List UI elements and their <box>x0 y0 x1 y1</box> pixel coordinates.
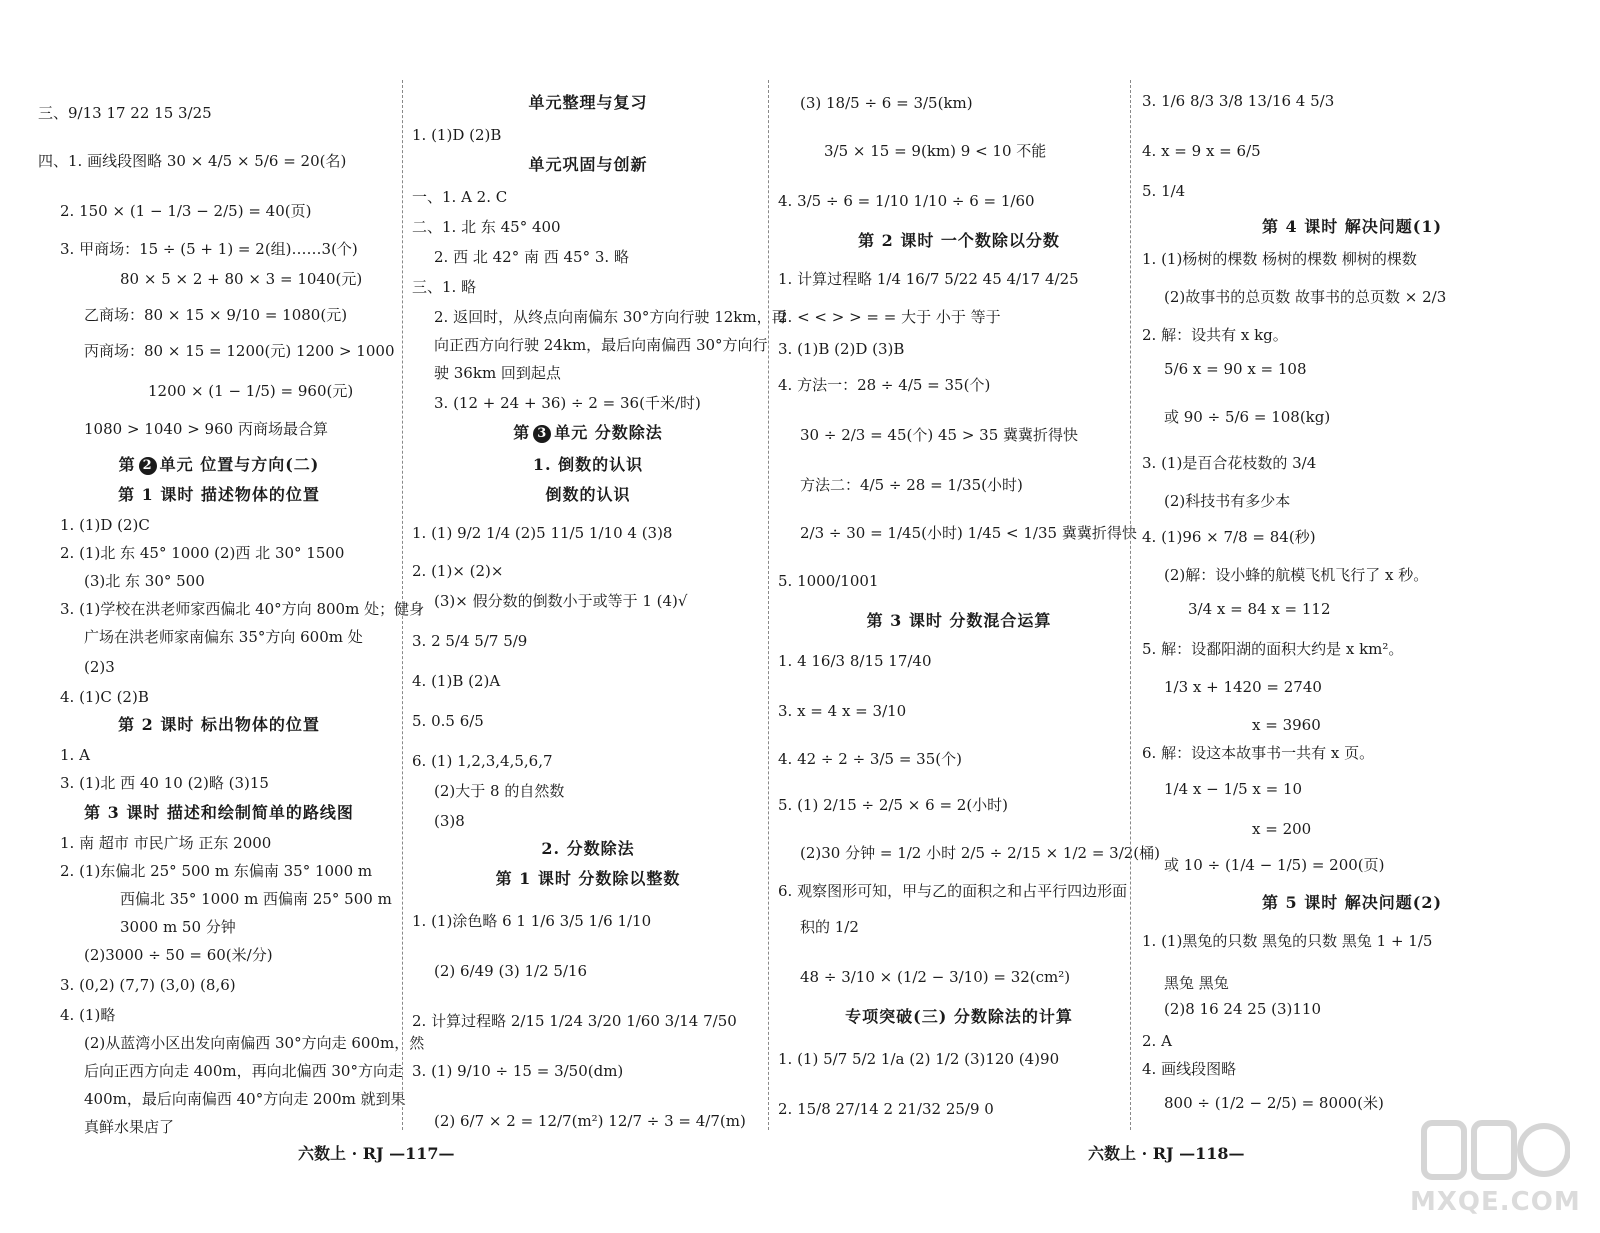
section-heading: 第 2 课时 一个数除以分数 <box>858 231 1060 250</box>
answer-line: (2)从蓝湾小区出发向南偏西 30°方向走 600m，然 <box>84 1034 425 1052</box>
answer-line: 或 10 ÷ (1/4 − 1/5) = 200(页) <box>1164 856 1385 874</box>
answer-line: 西偏北 35° 1000 m 西偏南 25° 500 m <box>120 890 392 908</box>
answer-line: 1. (1)D (2)B <box>412 126 502 144</box>
answer-line: 4. 方法一：28 ÷ 4/5 = 35(个) <box>778 376 991 394</box>
answer-line: 1. (1)涂色略 6 1 1/6 3/5 1/6 1/10 <box>412 912 652 930</box>
answer-line: 2. 计算过程略 2/15 1/24 3/20 1/60 3/14 7/50 <box>412 1012 737 1030</box>
answer-line: 3. (1) 9/10 ÷ 15 = 3/50(dm) <box>412 1062 624 1080</box>
answer-line: 乙商场：80 × 15 × 9/10 = 1080(元) <box>84 306 348 324</box>
answer-line: (3) 18/5 ÷ 6 = 3/5(km) <box>800 94 973 112</box>
answer-line: 6. (1) 1,2,3,4,5,6,7 <box>412 752 553 770</box>
answer-line: 400m，最后向南偏西 40°方向走 200m 就到果 <box>84 1090 406 1108</box>
answer-line: 4. 42 ÷ 2 ÷ 3/5 = 35(个) <box>778 750 962 768</box>
answer-line: 3. 2 5/4 5/7 5/9 <box>412 632 528 650</box>
answer-line: 2. A <box>1142 1032 1172 1050</box>
section-heading: 第 3 单元 分数除法 <box>513 423 663 442</box>
answer-line: 2. 15/8 27/14 2 21/32 25/9 0 <box>778 1100 994 1118</box>
answer-line: 方法二：4/5 ÷ 28 = 1/35(小时) <box>800 476 1023 494</box>
section-heading: 第 5 课时 解决问题(2) <box>1261 893 1443 912</box>
answer-line: 三、1. 略 <box>412 278 477 296</box>
watermark-text: MXQE.COM <box>1410 1187 1581 1217</box>
answer-line: 5. 1/4 <box>1142 182 1186 200</box>
answer-line: 3. 1/6 8/3 3/8 13/16 4 5/3 <box>1142 92 1335 110</box>
answer-line: 2. < < > > = = 大于 小于 等于 <box>778 308 1001 326</box>
section-heading: 第 2 课时 标出物体的位置 <box>118 715 320 734</box>
answer-line: 1. (1) 9/2 1/4 (2)5 11/5 1/10 4 (3)8 <box>412 524 673 542</box>
section-heading: 单元整理与复习 <box>528 93 648 112</box>
answer-line: 一、1. A 2. C <box>412 188 508 206</box>
answer-line: 1/3 x + 1420 = 2740 <box>1164 678 1322 696</box>
column-divider <box>1130 80 1131 1130</box>
section-heading: 专项突破(三) 分数除法的计算 <box>845 1007 1073 1026</box>
answer-line: 5. 解：设鄱阳湖的面积大约是 x km²。 <box>1142 640 1404 658</box>
answer-line: 5/6 x = 90 x = 108 <box>1164 360 1307 378</box>
answer-line: 3000 m 50 分钟 <box>120 918 236 936</box>
answer-line: (2)故事书的总页数 故事书的总页数 × 2/3 <box>1164 288 1447 306</box>
column-divider <box>402 80 403 1130</box>
answer-line: 2. 解：设共有 x kg。 <box>1142 326 1288 344</box>
answer-line: 3/5 × 15 = 9(km) 9 < 10 不能 <box>824 142 1047 160</box>
answer-line: 4. (1)96 × 7/8 = 84(秒) <box>1142 528 1316 546</box>
answer-line: (3)8 <box>434 812 465 830</box>
answer-line: 向正西方向行驶 24km，最后向南偏西 30°方向行 <box>434 336 768 354</box>
answer-line: 1. (1)黑兔的只数 黑兔的只数 黑兔 1 + 1/5 <box>1142 932 1433 950</box>
section-heading: 第 2 单元 位置与方向(二) <box>118 455 320 474</box>
answer-line: 800 ÷ (1/2 − 2/5) = 8000(米) <box>1164 1094 1384 1112</box>
answer-line: 2. 返回时，从终点向南偏东 30°方向行驶 12km，再 <box>434 308 787 326</box>
answer-line: 3. (1)北 西 40 10 (2)略 (3)15 <box>60 774 269 792</box>
section-heading: 2. 分数除法 <box>541 839 635 858</box>
column-divider <box>768 80 769 1130</box>
answer-line: 驶 36km 回到起点 <box>434 364 561 382</box>
answer-line: 4. 3/5 ÷ 6 = 1/10 1/10 ÷ 6 = 1/60 <box>778 192 1035 210</box>
page-footer-117: 六数上 · RJ —117— <box>298 1144 455 1163</box>
answer-line: 3. (1)学校在洪老师家西偏北 40°方向 800m 处；健身 <box>60 600 425 618</box>
answer-line: (3)北 东 30° 500 <box>84 572 205 590</box>
answer-line: (2)3000 ÷ 50 = 60(米/分) <box>84 946 273 964</box>
answer-line: x = 3960 <box>1252 716 1321 734</box>
answer-line: 后向正西方向走 400m，再向北偏西 30°方向走 <box>84 1062 403 1080</box>
answer-line: (2)大于 8 的自然数 <box>434 782 565 800</box>
answer-line: 1/4 x − 1/5 x = 10 <box>1164 780 1303 798</box>
answer-line: 80 × 5 × 2 + 80 × 3 = 1040(元) <box>120 270 363 288</box>
answer-line: 5. (1) 2/15 ÷ 2/5 × 6 = 2(小时) <box>778 796 1009 814</box>
answer-line: 4. 画线段图略 <box>1142 1060 1237 1078</box>
answer-line: (2)3 <box>84 658 115 676</box>
answer-line: 广场在洪老师家南偏东 35°方向 600m 处 <box>84 628 363 646</box>
page-footer-118: 六数上 · RJ —118— <box>1088 1144 1245 1163</box>
answer-line: 6. 解：设这本故事书一共有 x 页。 <box>1142 744 1375 762</box>
answer-line: (2) 6/7 × 2 = 12/7(m²) 12/7 ÷ 3 = 4/7(m) <box>434 1112 746 1130</box>
unit-number-badge: 3 <box>533 425 551 443</box>
watermark <box>1410 1115 1580 1225</box>
section-heading: 倒数的认识 <box>545 485 631 504</box>
answer-line: 3. x = 4 x = 3/10 <box>778 702 907 720</box>
answer-line: (2)30 分钟 = 1/2 小时 2/5 ÷ 2/15 × 1/2 = 3/2(桶) <box>800 844 1161 862</box>
answer-line: 或 90 ÷ 5/6 = 108(kg) <box>1164 408 1331 426</box>
answer-line: 积的 1/2 <box>800 918 859 936</box>
answer-line: 3. (1)是百合花枝数的 3/4 <box>1142 454 1317 472</box>
answer-line: (3)× 假分数的倒数小于或等于 1 (4)√ <box>434 592 688 610</box>
section-heading: 第 4 课时 解决问题(1) <box>1261 217 1443 236</box>
answer-line: 48 ÷ 3/10 × (1/2 − 3/10) = 32(cm²) <box>800 968 1071 986</box>
watermark-logo-icon <box>1420 1115 1570 1185</box>
answer-line: 2/3 ÷ 30 = 1/45(小时) 1/45 < 1/35 冀冀折得快 <box>800 524 1137 542</box>
answer-line: 2. (1)× (2)× <box>412 562 504 580</box>
answer-line: 真鲜水果店了 <box>84 1118 175 1136</box>
section-heading: 1. 倒数的认识 <box>532 455 644 474</box>
answer-line: 4. x = 9 x = 6/5 <box>1142 142 1261 160</box>
answer-line: 3. (12 + 24 + 36) ÷ 2 = 36(千米/时) <box>434 394 701 412</box>
answer-line: 1080 > 1040 > 960 丙商场最合算 <box>84 420 328 438</box>
answer-line: 1. (1)杨树的棵数 杨树的棵数 柳树的棵数 <box>1142 250 1417 268</box>
answer-line: 二、1. 北 东 45° 400 <box>412 218 561 236</box>
section-heading: 单元巩固与创新 <box>528 155 648 174</box>
answer-line: 6. 观察图形可知，甲与乙的面积之和占平行四边形面 <box>778 882 1128 900</box>
answer-line: 1. 4 16/3 8/15 17/40 <box>778 652 932 670</box>
answer-line: 1. 计算过程略 1/4 16/7 5/22 45 4/17 4/25 <box>778 270 1079 288</box>
answer-line: 1. A <box>60 746 90 764</box>
answer-line: 4. (1)略 <box>60 1006 116 1024</box>
answer-line: 丙商场：80 × 15 = 1200(元) 1200 > 1000 <box>84 342 395 360</box>
answer-line: 2. (1)东偏北 25° 500 m 东偏南 35° 1000 m <box>60 862 373 880</box>
answer-line: 2. 西 北 42° 南 西 45° 3. 略 <box>434 248 629 266</box>
section-heading: 第 1 课时 描述物体的位置 <box>118 485 320 504</box>
answer-line: (2)8 16 24 25 (3)110 <box>1164 1000 1322 1018</box>
answer-line: 1. 南 超市 市民广场 正东 2000 <box>60 834 272 852</box>
answer-line: 5. 1000/1001 <box>778 572 879 590</box>
answer-line: 四、1. 画线段图略 30 × 4/5 × 5/6 = 20(名) <box>38 152 347 170</box>
answer-line: 3/4 x = 84 x = 112 <box>1188 600 1331 618</box>
answer-line: 3. (1)B (2)D (3)B <box>778 340 905 358</box>
answer-line: 黑兔 黑兔 <box>1164 974 1229 992</box>
answer-line: 4. (1)B (2)A <box>412 672 501 690</box>
answer-line: 2. (1)北 东 45° 1000 (2)西 北 30° 1500 <box>60 544 345 562</box>
answer-line: 4. (1)C (2)B <box>60 688 149 706</box>
answer-line: 1. (1)D (2)C <box>60 516 150 534</box>
answer-line: 1200 × (1 − 1/5) = 960(元) <box>148 382 354 400</box>
section-heading: 第 1 课时 分数除以整数 <box>495 869 681 888</box>
answer-line: 3. (0,2) (7,7) (3,0) (8,6) <box>60 976 236 994</box>
answer-line: 3. 甲商场：15 ÷ (5 + 1) = 2(组)……3(个) <box>60 240 358 258</box>
answer-line: (2)科技书有多少本 <box>1164 492 1291 510</box>
answer-line: 三、9/13 17 22 15 3/25 <box>38 104 212 122</box>
answer-line: 1. (1) 5/7 5/2 1/a (2) 1/2 (3)120 (4)90 <box>778 1050 1060 1068</box>
answer-line: (2)解：设小蜂的航模飞机飞行了 x 秒。 <box>1164 566 1429 584</box>
answer-line: 5. 0.5 6/5 <box>412 712 484 730</box>
answer-line: (2) 6/49 (3) 1/2 5/16 <box>434 962 588 980</box>
section-heading: 第 3 课时 描述和绘制简单的路线图 <box>84 803 354 822</box>
section-heading: 第 3 课时 分数混合运算 <box>866 611 1052 630</box>
answer-line: 2. 150 × (1 − 1/3 − 2/5) = 40(页) <box>60 202 312 220</box>
answer-line: 30 ÷ 2/3 = 45(个) 45 > 35 冀冀折得快 <box>800 426 1079 444</box>
answer-line: x = 200 <box>1252 820 1312 838</box>
unit-number-badge: 2 <box>139 457 157 475</box>
